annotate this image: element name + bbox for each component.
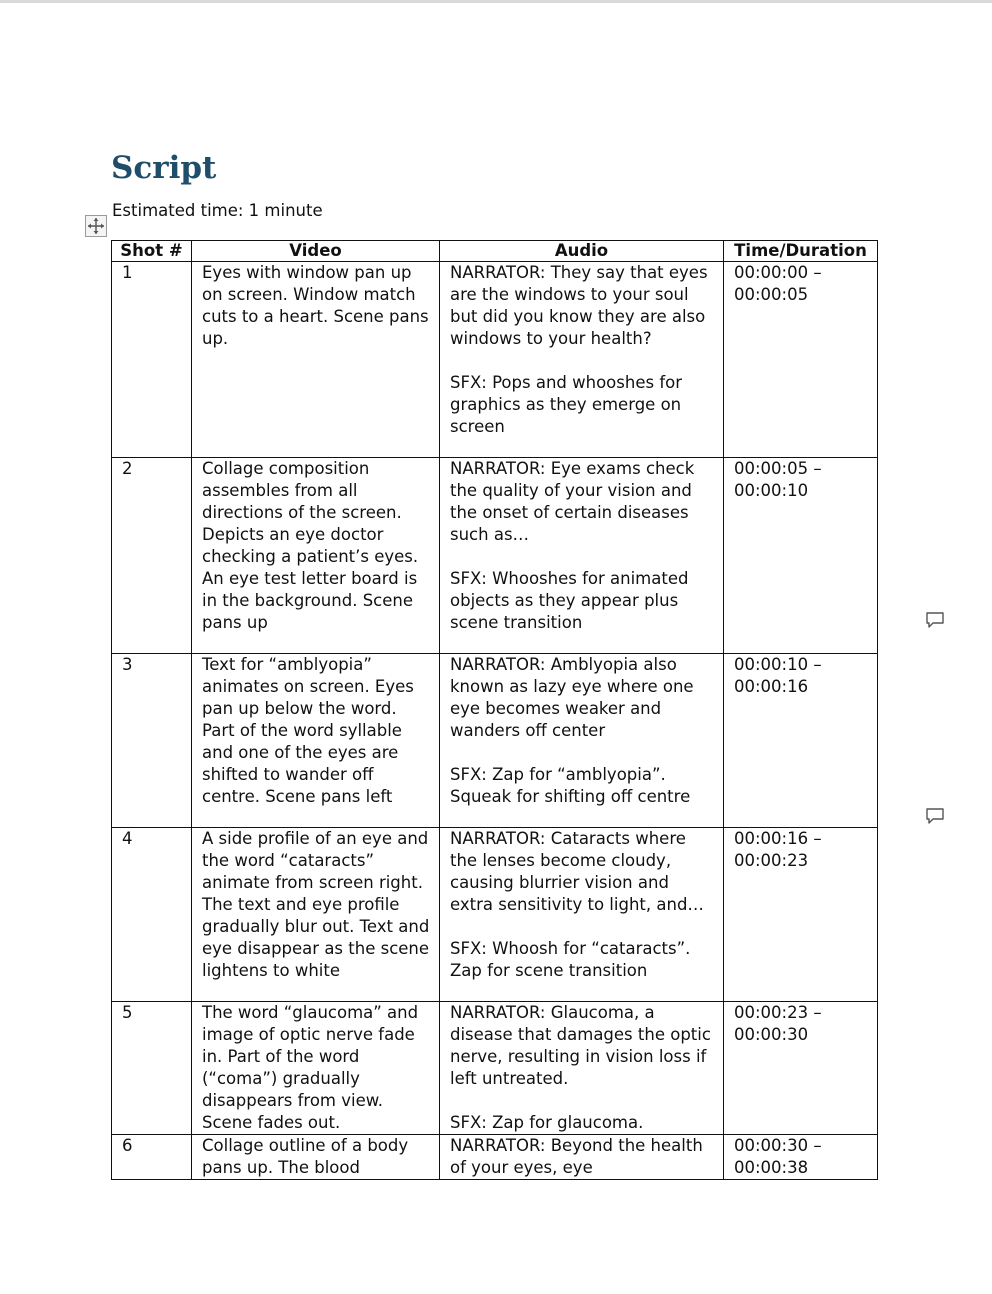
page-title: Script [111, 150, 217, 186]
script-table [111, 240, 878, 1180]
video-text: The word “glaucoma” and image of optic nerve fade in. Part of the word (“coma”) gradually disappears from view. Scene fades out. [202, 1003, 419, 1132]
video-text: Text for “amblyopia” animates on screen. Eyes pan up below the word. Part of the word syllable and one of the eyes are shifted to wander off centre. Scene pans left [202, 655, 414, 806]
video-cell[interactable] [192, 1002, 440, 1135]
header-time: Time/Duration [724, 241, 878, 262]
time-text: 00:00:10 – 00:00:16 [734, 655, 822, 696]
estimated-time: Estimated time: 1 minute [112, 201, 323, 220]
audio-text: NARRATOR: Eye exams check the quality of your vision and the onset of certain diseases such as… SFX: Whooshes for animated objects as they appear plus scene transition [450, 459, 695, 632]
header-video: Video [192, 241, 440, 262]
table-row [112, 1002, 878, 1135]
time-cell[interactable] [724, 1135, 878, 1180]
audio-cell[interactable] [440, 1135, 724, 1180]
audio-cell[interactable] [440, 654, 724, 828]
audio-cell[interactable] [440, 458, 724, 654]
audio-cell[interactable] [440, 1002, 724, 1135]
header-audio: Audio [440, 241, 724, 262]
shot-number[interactable]: 2 [112, 458, 192, 654]
table-row [112, 828, 878, 1002]
table-row [112, 1135, 878, 1180]
video-cell[interactable] [192, 654, 440, 828]
time-text: 00:00:30 – 00:00:38 [734, 1136, 822, 1177]
table-row [112, 458, 878, 654]
audio-cell[interactable] [440, 262, 724, 458]
table-header-row [112, 241, 878, 262]
table-row [112, 654, 878, 828]
time-text: 00:00:23 – 00:00:30 [734, 1003, 822, 1044]
time-cell[interactable] [724, 828, 878, 1002]
video-cell[interactable] [192, 458, 440, 654]
time-text: 00:00:16 – 00:00:23 [734, 829, 822, 870]
shot-number[interactable]: 6 [112, 1135, 192, 1180]
time-cell[interactable] [724, 262, 878, 458]
audio-text: NARRATOR: Cataracts where the lenses become cloudy, causing blurrier vision and extra sensitivity to light, and… SFX: Whoosh for “cataracts”. Zap for scene transition [450, 829, 704, 980]
video-cell[interactable] [192, 828, 440, 1002]
audio-text: NARRATOR: They say that eyes are the windows to your soul but did you know they are also windows to your health? SFX: Pops and whooshes for graphics as they emerge on screen [450, 263, 708, 436]
table-row [112, 262, 878, 458]
comment-icon[interactable] [925, 807, 945, 825]
time-text: 00:00:05 – 00:00:10 [734, 459, 822, 500]
time-cell[interactable] [724, 1002, 878, 1135]
time-cell[interactable] [724, 458, 878, 654]
audio-cell[interactable] [440, 828, 724, 1002]
video-text: Collage outline of a body pans up. The blood [202, 1136, 409, 1177]
video-text: A side profile of an eye and the word “cataracts” animate from screen right. The text and eye profile gradually blur out. Text and eye disappear as the scene lightens to white [202, 829, 430, 980]
video-cell[interactable] [192, 1135, 440, 1180]
audio-text: NARRATOR: Amblyopia also known as lazy eye where one eye becomes weaker and wanders off center SFX: Zap for “amblyopia”. Squeak for shifting off centre [450, 655, 694, 806]
comment-icon[interactable] [925, 611, 945, 629]
time-text: 00:00:00 – 00:00:05 [734, 263, 822, 304]
shot-number[interactable]: 3 [112, 654, 192, 828]
shot-number[interactable]: 1 [112, 262, 192, 458]
shot-number[interactable]: 4 [112, 828, 192, 1002]
video-cell[interactable] [192, 262, 440, 458]
video-text: Collage composition assembles from all directions of the screen. Depicts an eye doctor checking a patient’s eyes. An eye test letter board is in the background. Scene pans up [202, 459, 419, 632]
table-move-icon[interactable] [85, 215, 107, 237]
audio-text: NARRATOR: Beyond the health of your eyes, eye [450, 1136, 703, 1177]
window-top-border [0, 0, 992, 3]
header-shot: Shot # [112, 241, 192, 262]
audio-text: NARRATOR: Glaucoma, a disease that damages the optic nerve, resulting in vision loss if left untreated. SFX: Zap for glaucoma. [450, 1003, 711, 1132]
shot-number[interactable]: 5 [112, 1002, 192, 1135]
video-text: Eyes with window pan up on screen. Window match cuts to a heart. Scene pans up. [202, 263, 429, 348]
time-cell[interactable] [724, 654, 878, 828]
